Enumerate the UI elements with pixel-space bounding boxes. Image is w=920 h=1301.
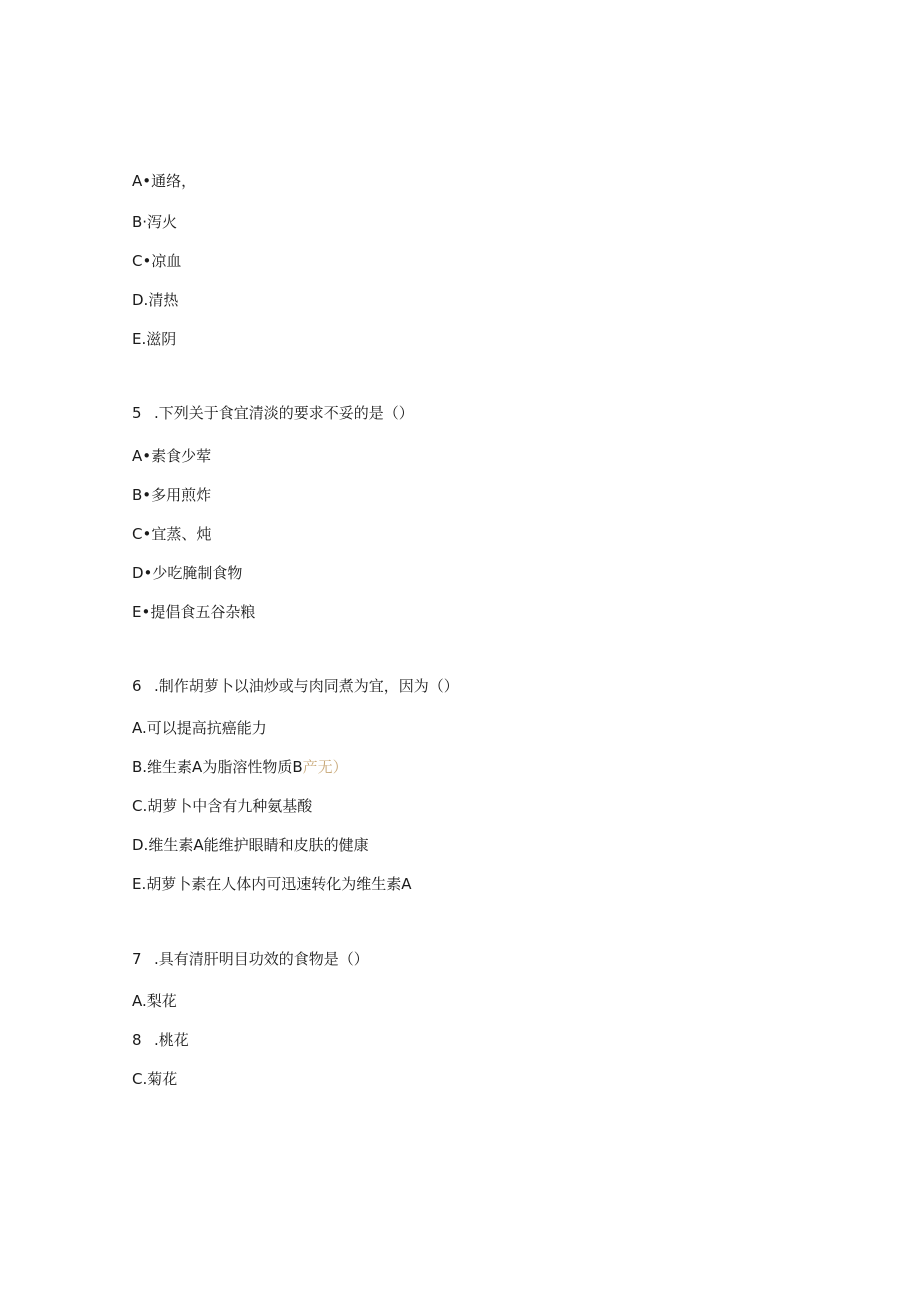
option-d-qingre: D.清热 (132, 291, 179, 309)
q5-option-e: E•提倡食五谷杂粮 (132, 603, 256, 621)
option-c-liangxue: C•凉血 (132, 252, 182, 270)
option-a-tongluo: A•通络， (132, 172, 197, 190)
question-8-text: .桃花 (154, 1031, 189, 1049)
question-6-text: .制作胡萝卜以油炒或与肉同煮为宜，因为（） (154, 677, 459, 695)
q6-option-a: A.可以提高抗癌能力 (132, 719, 267, 737)
q6-option-e: E.胡萝卜素在人体内可迅速转化为维生素A (132, 875, 412, 893)
option-c-juhua: C.菊花 (132, 1070, 178, 1088)
q6-option-d: D.维生素A能维护眼睛和皮肤的健康 (132, 836, 369, 854)
question-7 (132, 949, 369, 969)
question-6 (132, 676, 459, 696)
question-7-number: 7 (132, 950, 142, 968)
q6-option-b (132, 757, 348, 777)
question-5 (132, 403, 414, 423)
option-e-ziyin: E.滋阴 (132, 330, 177, 348)
q5-option-d: D•少吃腌制食物 (132, 564, 243, 582)
question-5-number: 5 (132, 404, 142, 422)
question-7-text: .具有清肝明目功效的食物是（） (154, 950, 369, 968)
q6-option-b-faded-text: 产无） (302, 758, 348, 776)
q7-option-a: A.梨花 (132, 992, 177, 1010)
q5-option-a: A•素食少荤 (132, 447, 212, 465)
q6-option-b-text: B.维生素A为脂溶性物质B (132, 758, 303, 776)
q6-option-c: C.胡萝卜中含有九种氨基酸 (132, 797, 313, 815)
q5-option-b: B•多用煎炸 (132, 486, 212, 504)
question-8 (132, 1030, 189, 1050)
option-b-xiehuo: B·泻火 (132, 213, 178, 231)
question-6-number: 6 (132, 677, 142, 695)
question-8-number: 8 (132, 1031, 142, 1049)
question-5-text: .下列关于食宜清淡的要求不妥的是（） (154, 404, 414, 422)
q5-option-c: C•宜蒸、炖 (132, 525, 212, 543)
